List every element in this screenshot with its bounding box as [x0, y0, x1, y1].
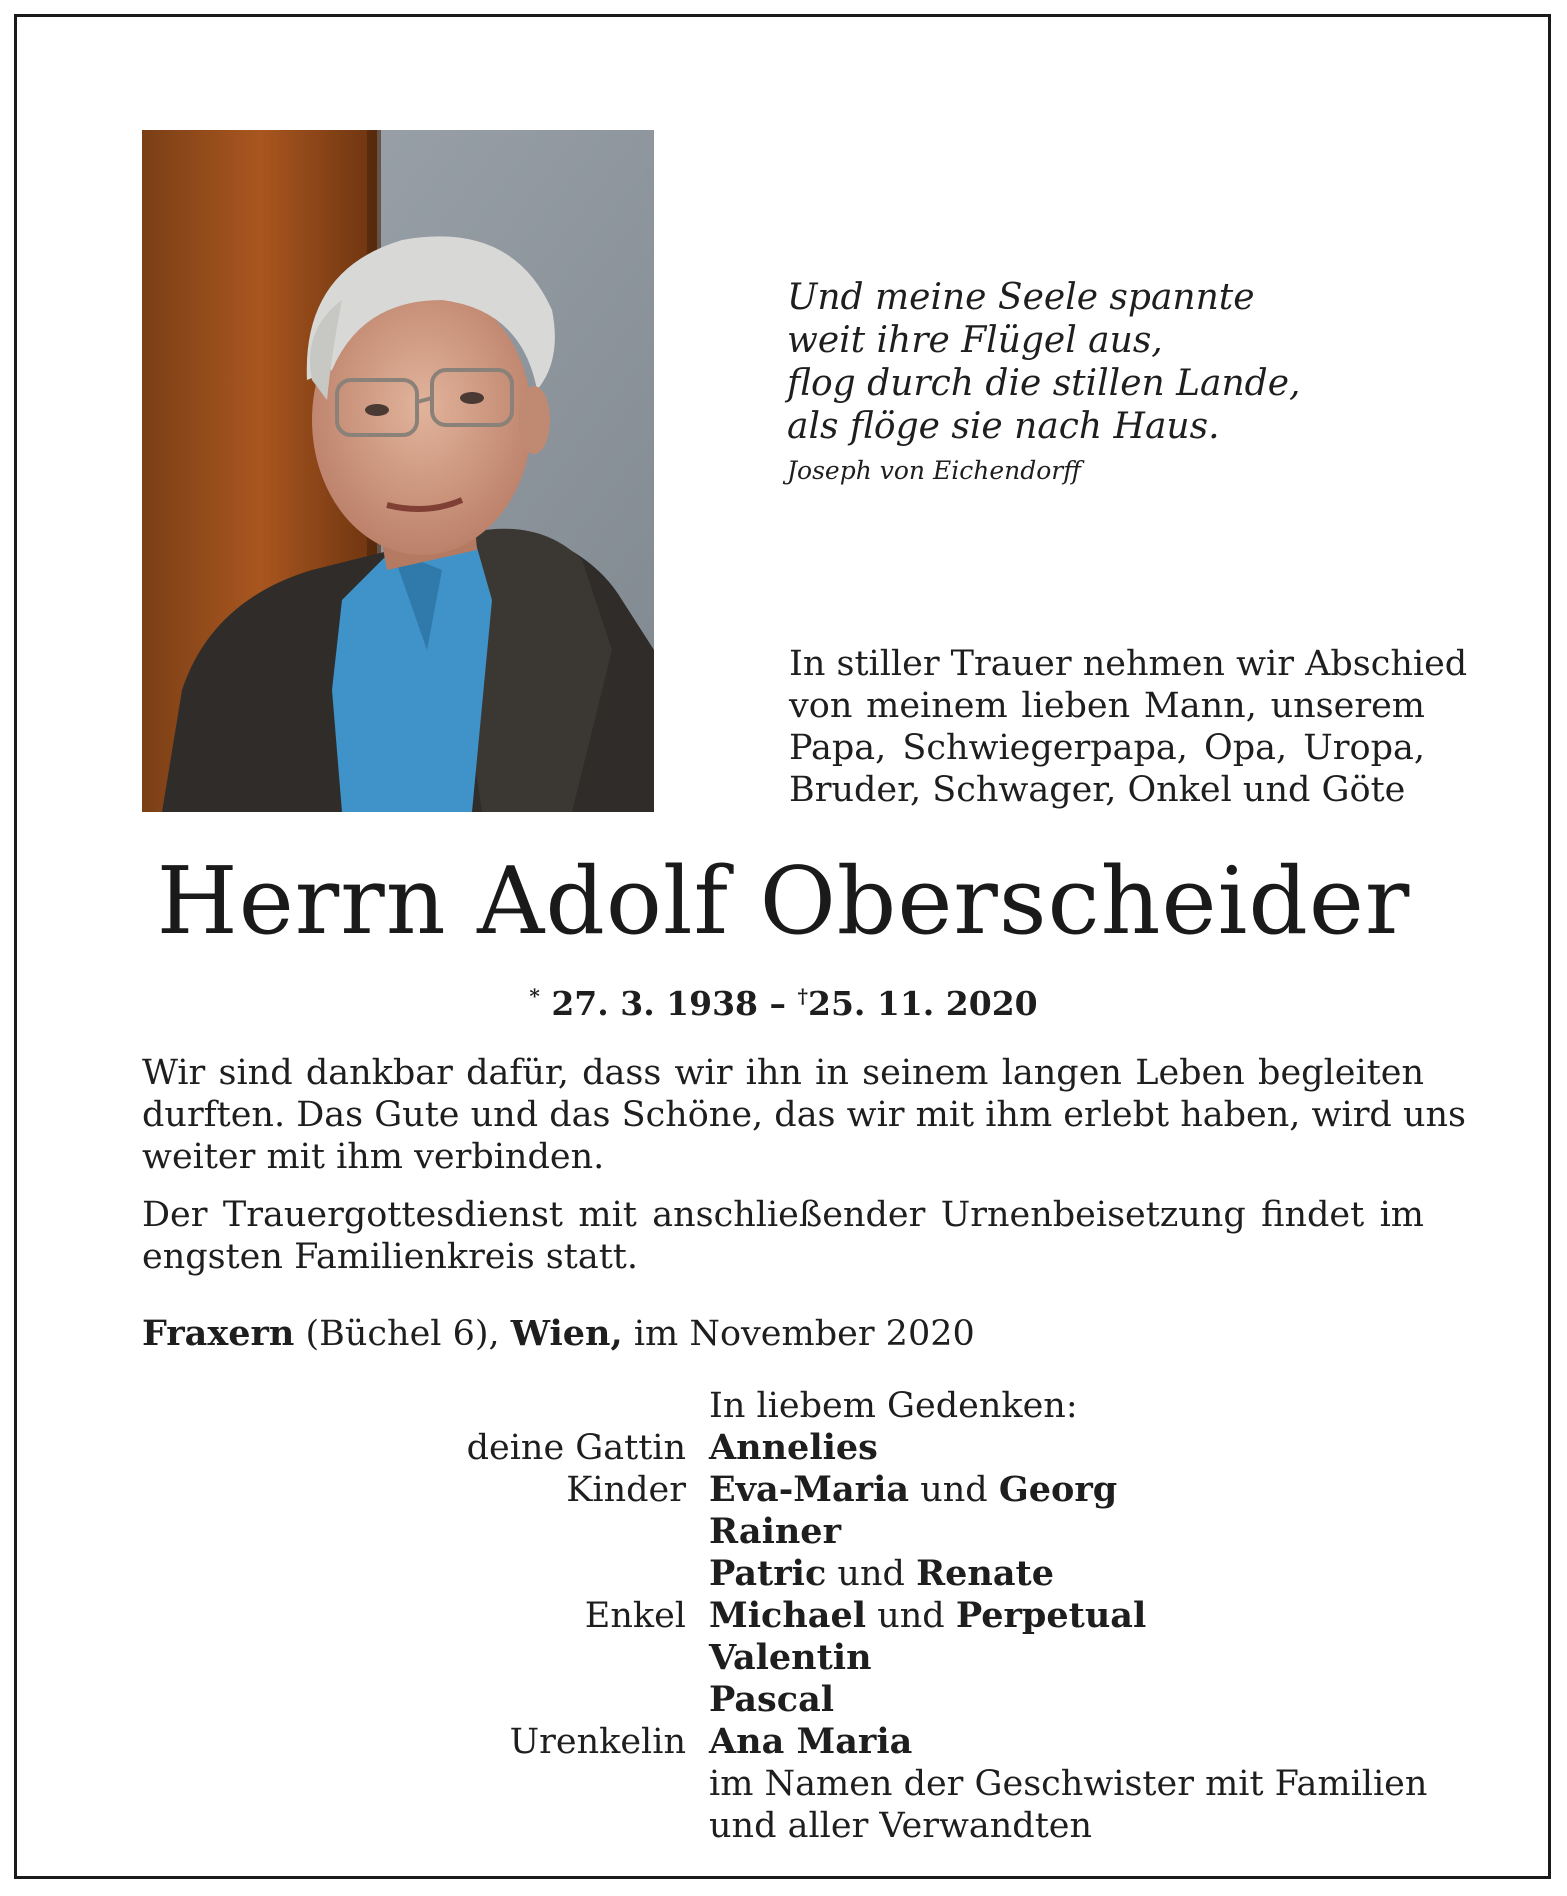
portrait-illustration: [142, 130, 654, 812]
family-row: [0, 1721, 1567, 1763]
family-row: [0, 1553, 1567, 1595]
mourning-announcement: [789, 643, 1468, 811]
life-dates: [0, 974, 1567, 1026]
paragraph-line: durften. Das Gute und das Schöne, das wir mit ihm erlebt haben, wird uns: [142, 1095, 1467, 1135]
family-names: [709, 1637, 872, 1679]
announcement-line: In stiller Trauer nehmen wir Abschied: [789, 644, 1468, 684]
family-row: [0, 1679, 1567, 1721]
death-symbol: †: [797, 984, 808, 1008]
date-separator: –: [769, 984, 787, 1023]
poem-line: flog durch die stillen Lande,: [787, 363, 1301, 404]
town-fraxern: Fraxern: [142, 1313, 295, 1354]
family-role: Enkel: [584, 1596, 686, 1636]
family-names: [709, 1595, 1146, 1637]
poem-author: Joseph von Eichendorff: [787, 456, 1081, 485]
poem-line: als flöge sie nach Haus.: [787, 406, 1220, 447]
family-name: Renate: [916, 1553, 1054, 1594]
family-intro-row: [0, 1385, 1567, 1427]
family-name: Eva-Maria: [709, 1469, 910, 1510]
family-name: Ana Maria: [709, 1721, 913, 1762]
family-name: Michael: [709, 1595, 867, 1636]
family-conjunction: und: [837, 1554, 905, 1594]
family-list: [0, 1385, 1567, 1847]
family-row: [0, 1595, 1567, 1637]
family-row: [0, 1511, 1567, 1553]
portrait-photo: [142, 130, 654, 812]
family-name: Pascal: [709, 1679, 835, 1720]
family-closing-row: [0, 1763, 1567, 1805]
paragraph-line: engsten Familienkreis statt.: [142, 1237, 638, 1277]
family-name: Patric: [709, 1553, 827, 1594]
announcement-line: Papa, Schwiegerpapa, Opa, Uropa,: [789, 728, 1425, 768]
poem-line: weit ihre Flügel aus,: [787, 320, 1163, 361]
family-row: [0, 1427, 1567, 1469]
death-date: 25. 11. 2020: [807, 984, 1038, 1023]
family-closing: und aller Verwandten: [709, 1806, 1093, 1846]
announcement-line: von meinem lieben Mann, unserem: [789, 686, 1425, 726]
paragraph-line: weiter mit ihm verbinden.: [142, 1137, 605, 1177]
birth-symbol: *: [529, 984, 540, 1008]
deceased-name: Herrn Adolf Oberscheider: [156, 847, 1411, 955]
family-name: Rainer: [709, 1511, 842, 1552]
birth-date: 27. 3. 1938: [551, 984, 759, 1023]
family-closing-row: [0, 1805, 1567, 1847]
family-names: [709, 1553, 1054, 1595]
family-closing: im Namen der Geschwister mit Familien: [709, 1764, 1428, 1804]
family-conjunction: und: [877, 1596, 945, 1636]
paragraph-line: Wir sind dankbar dafür, dass wir ihn in seinem langen Leben begleiten: [142, 1053, 1424, 1093]
family-names: [709, 1469, 1117, 1511]
family-name: Perpetual: [955, 1595, 1147, 1636]
family-intro: In liebem Gedenken:: [709, 1386, 1078, 1426]
family-row: [0, 1637, 1567, 1679]
gratitude-paragraph: [142, 1052, 1467, 1178]
family-name: Georg: [998, 1469, 1118, 1510]
family-row: [0, 1469, 1567, 1511]
family-names: [709, 1427, 878, 1469]
town-wien: Wien,: [510, 1313, 623, 1354]
service-paragraph: [142, 1194, 1424, 1278]
family-role: deine Gattin: [466, 1428, 686, 1468]
family-role: Urenkelin: [509, 1722, 686, 1762]
family-name: Valentin: [709, 1637, 872, 1678]
family-role: Kinder: [566, 1470, 686, 1510]
address: (Büchel 6),: [305, 1314, 500, 1354]
notice-date: im November 2020: [633, 1314, 975, 1354]
family-names: [709, 1721, 912, 1763]
place-date-line: [142, 1313, 975, 1355]
paragraph-line: Der Trauergottesdienst mit anschließender Urnenbeisetzung findet im: [142, 1195, 1424, 1235]
family-name: Annelies: [709, 1427, 878, 1468]
poem-line: Und meine Seele spannte: [787, 277, 1255, 318]
family-names: [709, 1679, 834, 1721]
poem-quote: [787, 276, 1300, 488]
announcement-line: Bruder, Schwager, Onkel und Göte: [789, 770, 1406, 810]
family-conjunction: und: [920, 1470, 988, 1510]
family-names: [709, 1511, 841, 1553]
